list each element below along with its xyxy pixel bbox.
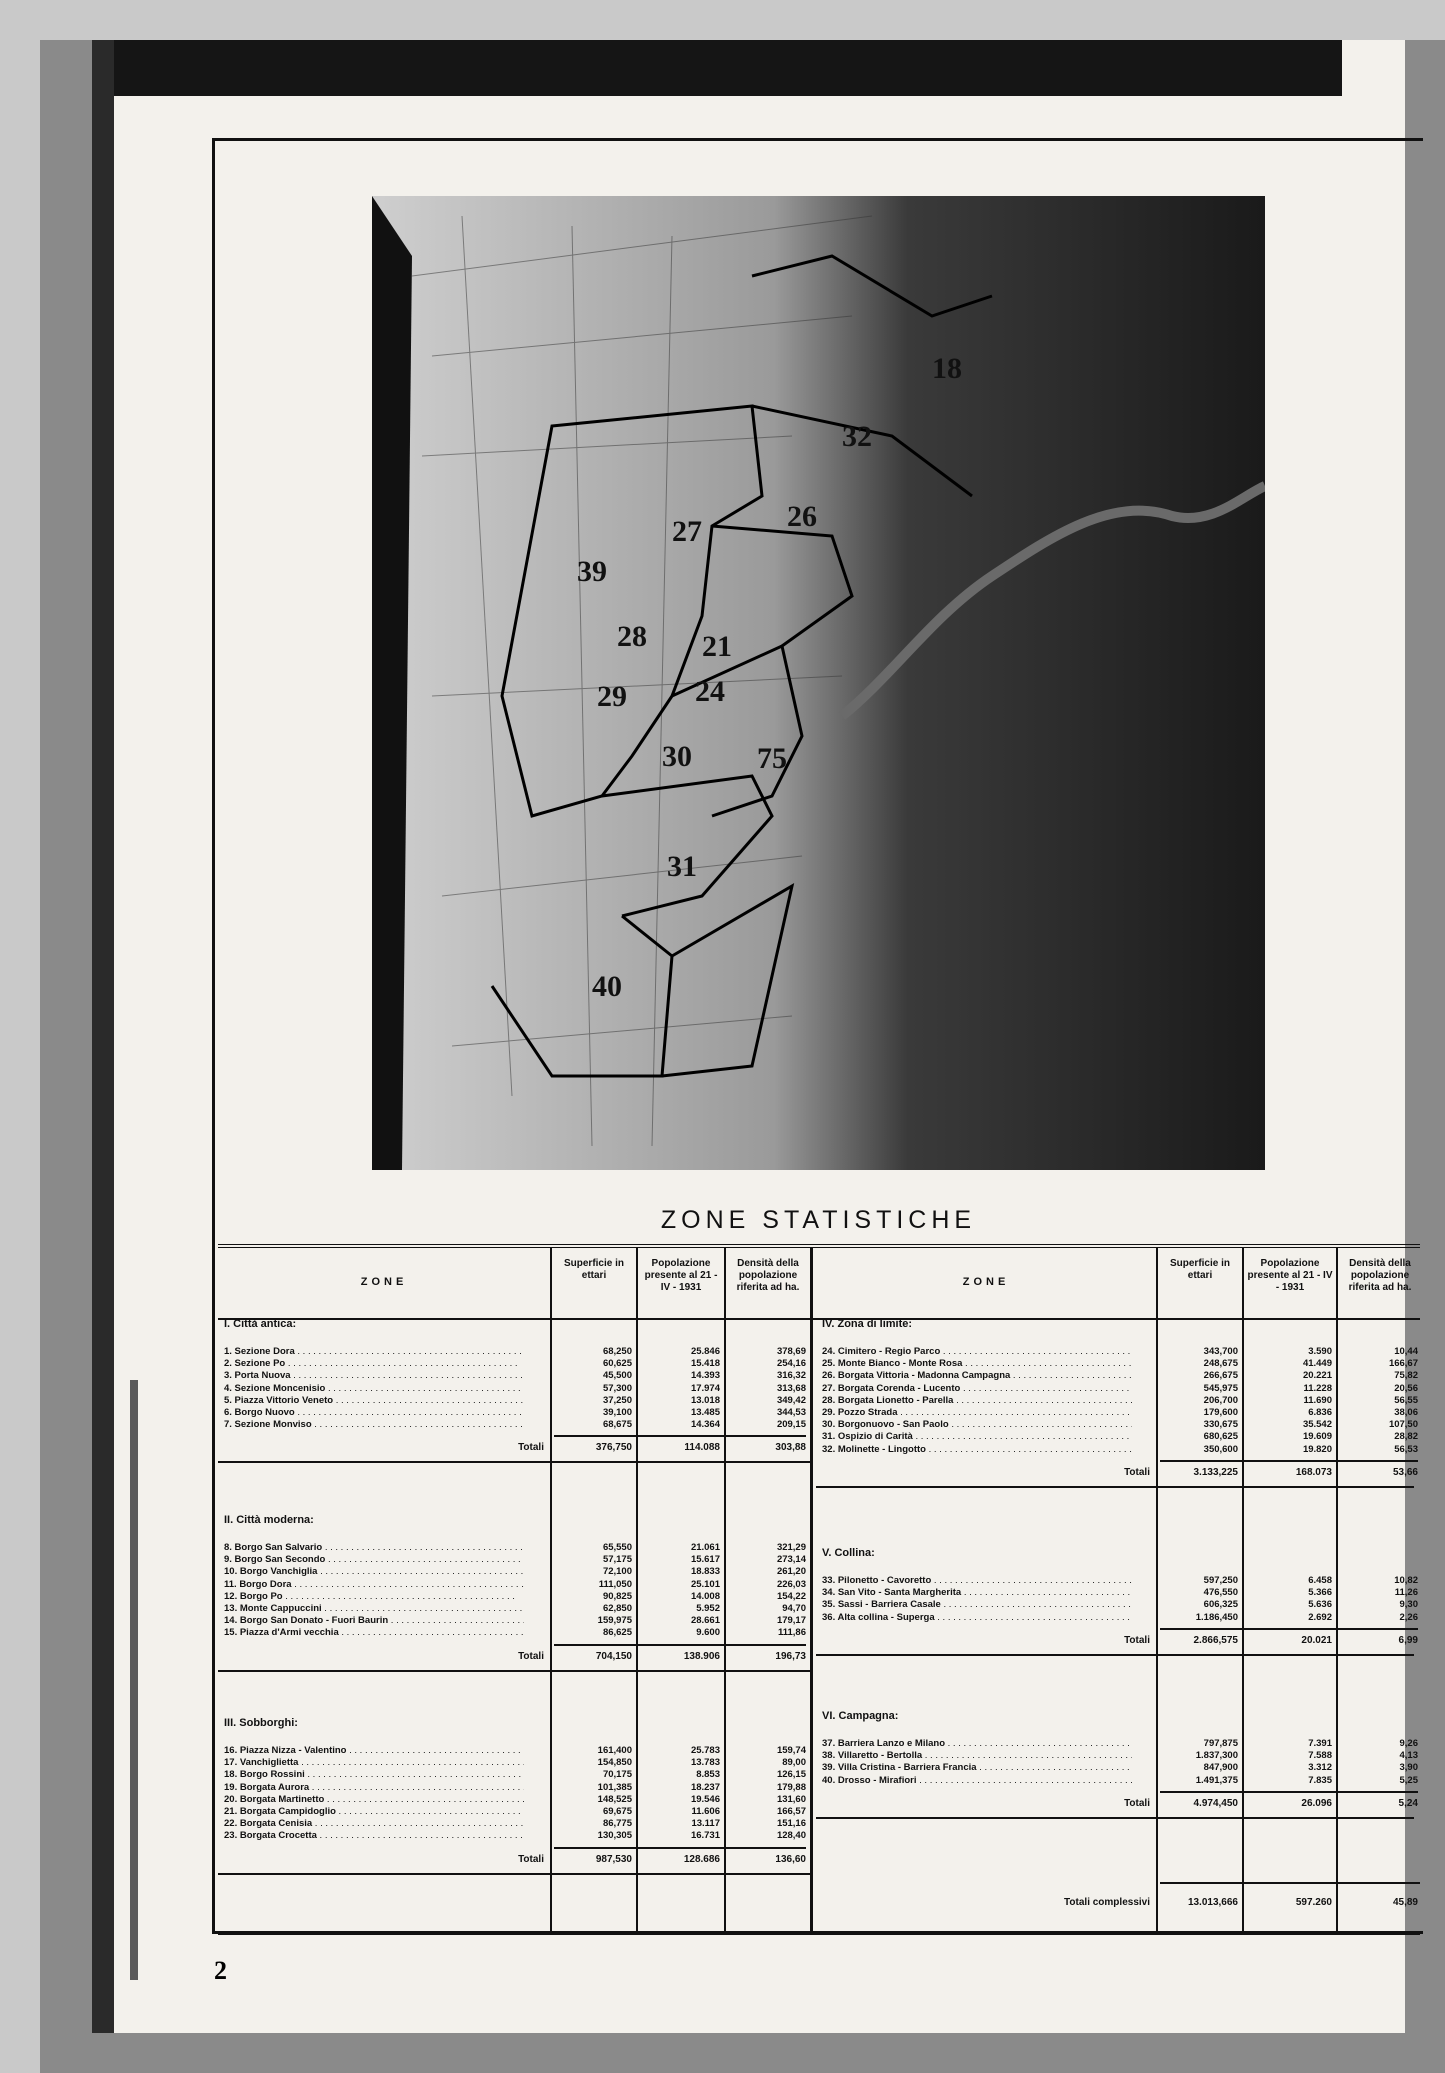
header-zone: ZONE — [962, 1276, 1010, 1288]
total-rule — [1160, 1628, 1418, 1630]
zone-name: 15. Piazza d'Armi vecchia . . . — [224, 1627, 524, 1639]
cell-dens: 378,69 — [776, 1346, 806, 1357]
cell-pop: 17.974 — [690, 1382, 720, 1394]
zone-name: 34. San Vito - Santa Margherita . . . — [822, 1587, 1132, 1599]
total-area: 2.866,575 — [1193, 1634, 1238, 1646]
cell-dens: 313,68 — [776, 1382, 806, 1394]
cell-pop: 28.661 — [690, 1615, 720, 1627]
cell-area: 86,625 — [602, 1627, 632, 1639]
zone-name: 3. Porta Nuova . . . — [224, 1370, 524, 1382]
table-row — [822, 1370, 1418, 1382]
zone-label: 39 — [577, 555, 607, 588]
table-row — [224, 1566, 806, 1578]
zone-name: 27. Borgata Corenda - Lucento . . . — [822, 1383, 1132, 1395]
cell-dens: 9,30 — [1399, 1599, 1418, 1611]
cell-dens: 226,03 — [776, 1578, 806, 1590]
zone-label: 18 — [932, 352, 962, 385]
zone-label: 26 — [787, 500, 817, 533]
map-ground — [372, 196, 1265, 1170]
total-row — [822, 1634, 1418, 1648]
table-row — [822, 1775, 1418, 1787]
zone-name: 12. Borgo Po . . . — [224, 1591, 524, 1603]
cell-dens: 10,44 — [1394, 1346, 1418, 1357]
zone-name: 1. Sezione Dora . . . — [224, 1346, 524, 1358]
cell-area: 161,400 — [597, 1745, 632, 1756]
table-row — [822, 1587, 1418, 1599]
cell-area: 86,775 — [602, 1818, 632, 1830]
cell-dens: 316,32 — [776, 1370, 806, 1382]
table-row — [224, 1370, 806, 1382]
cell-pop: 5.636 — [1308, 1599, 1332, 1611]
cell-pop: 6.458 — [1308, 1575, 1332, 1586]
table-row — [224, 1591, 806, 1603]
total-rule — [554, 1644, 806, 1646]
zone-name: 5. Piazza Vittorio Veneto . . . — [224, 1395, 524, 1407]
grand-total-rule — [1160, 1882, 1420, 1884]
cell-area: 476,550 — [1203, 1587, 1238, 1599]
zone-label: 30 — [662, 740, 692, 773]
table-row — [822, 1599, 1418, 1611]
section-rule — [816, 1817, 1414, 1819]
table-row — [224, 1358, 806, 1370]
cell-pop: 21.061 — [690, 1542, 720, 1553]
table-row — [224, 1579, 806, 1591]
table-row — [224, 1395, 806, 1407]
cell-pop: 6.836 — [1308, 1407, 1332, 1418]
cell-pop: 13.783 — [690, 1757, 720, 1769]
cell-dens: 4,13 — [1399, 1750, 1418, 1762]
cell-area: 111,050 — [598, 1578, 632, 1590]
cell-area: 154,850 — [597, 1757, 632, 1769]
group-title: III. Sobborghi: — [224, 1717, 298, 1729]
cell-dens: 10,82 — [1394, 1575, 1418, 1586]
zone-name: 36. Alta collina - Superga . . . — [822, 1612, 1132, 1624]
cell-dens: 9,26 — [1399, 1738, 1418, 1749]
total-rule — [554, 1435, 806, 1437]
total-row — [822, 1466, 1418, 1480]
cell-pop: 35.542 — [1302, 1419, 1332, 1431]
zone-name: 2. Sezione Po . . . — [224, 1358, 524, 1370]
total-dens: 136,60 — [775, 1853, 806, 1865]
zone-label: 27 — [672, 515, 702, 548]
cell-pop: 11.690 — [1303, 1394, 1332, 1406]
table-row — [224, 1782, 806, 1794]
table-row — [822, 1575, 1418, 1587]
cell-dens: 166,57 — [776, 1806, 806, 1817]
table-row — [224, 1757, 806, 1769]
zone-name: 20. Borgata Martinetto . . . — [224, 1794, 524, 1806]
cell-dens: 56,53 — [1394, 1443, 1418, 1455]
cell-pop: 7.391 — [1308, 1738, 1332, 1749]
grand-total-row — [822, 1896, 1418, 1910]
zone-name: 16. Piazza Nizza - Valentino . . . — [224, 1745, 524, 1757]
total-pop: 168.073 — [1295, 1466, 1332, 1478]
table-row — [822, 1419, 1418, 1431]
cell-area: 330,675 — [1203, 1419, 1238, 1431]
cell-dens: 126,15 — [776, 1769, 806, 1781]
section-rule — [218, 1873, 810, 1875]
cell-pop: 2.692 — [1308, 1611, 1332, 1623]
cell-area: 606,325 — [1203, 1599, 1238, 1611]
cell-pop: 16.731 — [690, 1830, 720, 1842]
zone-label: 21 — [702, 630, 732, 663]
zone-name: 26. Borgata Vittoria - Madonna Campagna . . . — [822, 1370, 1132, 1382]
cell-dens: 179,88 — [776, 1781, 806, 1793]
cell-pop: 19.820 — [1302, 1443, 1332, 1455]
total-dens: 303,88 — [775, 1442, 806, 1454]
zone-name: 13. Monte Cappuccini . . . — [224, 1603, 524, 1615]
total-rule — [554, 1847, 806, 1849]
cell-pop: 19.546 — [690, 1793, 720, 1805]
table-row — [224, 1806, 806, 1818]
table-row — [822, 1383, 1418, 1395]
table-row — [224, 1818, 806, 1830]
zone-map-svg — [372, 196, 1265, 1170]
header-density: Densità della popolazione riferita ad ha. — [1348, 1258, 1412, 1293]
zone-label: 31 — [667, 850, 697, 883]
zone-name: 21. Borgata Campidoglio . . . — [224, 1806, 524, 1818]
cell-pop: 8.853 — [696, 1769, 720, 1781]
header-zone: ZONE — [360, 1276, 408, 1288]
cell-area: 72,100 — [602, 1566, 632, 1578]
header-population: Popolazione presente al 21 - IV - 1931 — [1247, 1258, 1333, 1293]
cell-dens: 179,17 — [776, 1615, 806, 1627]
zone-name: 10. Borgo Vanchiglia . . . — [224, 1566, 524, 1578]
cell-dens: 94,70 — [782, 1603, 806, 1614]
cell-pop: 13.485 — [690, 1407, 720, 1418]
total-dens: 196,73 — [775, 1650, 806, 1662]
cell-dens: 166,67 — [1388, 1358, 1418, 1370]
table-row — [224, 1383, 806, 1395]
total-dens: 6,99 — [1398, 1634, 1418, 1646]
header-area: Superficie in ettari — [1169, 1258, 1230, 1281]
cell-pop: 19.609 — [1302, 1431, 1332, 1443]
cell-dens: 3,90 — [1399, 1762, 1418, 1774]
cell-area: 130,305 — [597, 1830, 632, 1842]
cell-area: 65,550 — [602, 1542, 632, 1553]
cell-dens: 273,14 — [776, 1554, 806, 1566]
zone-name: 23. Borgata Crocetta . . . — [224, 1830, 524, 1842]
cell-area: 1.837,300 — [1195, 1750, 1238, 1762]
cell-dens: 20,56 — [1394, 1382, 1418, 1394]
cell-dens: 261,20 — [776, 1566, 806, 1578]
cell-pop: 41.449 — [1302, 1358, 1332, 1370]
zone-name: 7. Sezione Monviso . . . — [224, 1419, 524, 1431]
cell-area: 179,600 — [1203, 1407, 1238, 1418]
zone-name: 6. Borgo Nuovo . . . — [224, 1407, 524, 1419]
zone-name: 4. Sezione Moncenisio . . . — [224, 1383, 524, 1395]
total-area: 987,530 — [595, 1853, 632, 1865]
cell-area: 37,250 — [602, 1394, 632, 1406]
cell-dens: 89,00 — [782, 1757, 806, 1769]
total-pop: 128.686 — [683, 1853, 720, 1865]
book-spine-shadow — [92, 40, 114, 2033]
total-rule — [1160, 1791, 1418, 1793]
zone-name: 29. Pozzo Strada . . . — [822, 1407, 1132, 1419]
cell-pop: 15.418 — [690, 1358, 720, 1370]
table-row — [224, 1603, 806, 1615]
cell-dens: 131,60 — [776, 1793, 806, 1805]
zone-name: 33. Pilonetto - Cavoretto . . . — [822, 1575, 1132, 1587]
header-density: Densità della popolazione riferita ad ha. — [736, 1258, 800, 1293]
zone-label: 32 — [842, 420, 872, 453]
cell-area: 266,675 — [1203, 1370, 1238, 1382]
total-pop: 26.096 — [1301, 1797, 1332, 1809]
cell-pop: 3.312 — [1308, 1762, 1332, 1774]
cell-area: 68,250 — [602, 1346, 632, 1357]
section-rule — [218, 1670, 810, 1672]
cell-pop: 18.237 — [690, 1781, 720, 1793]
zone-name: 11. Borgo Dora . . . — [224, 1579, 524, 1591]
zone-label: 28 — [617, 620, 647, 653]
cell-pop: 25.101 — [690, 1578, 720, 1590]
table-row — [822, 1612, 1418, 1624]
cell-area: 206,700 — [1203, 1394, 1238, 1406]
cell-area: 60,625 — [602, 1358, 632, 1370]
cell-dens: 111,86 — [777, 1627, 806, 1639]
cell-pop: 14.393 — [690, 1370, 720, 1382]
cell-pop: 7.835 — [1308, 1774, 1332, 1786]
total-pop: 20.021 — [1301, 1634, 1332, 1646]
cell-pop: 5.952 — [696, 1603, 720, 1614]
cell-area: 248,675 — [1203, 1358, 1238, 1370]
table-row — [224, 1769, 806, 1781]
total-label: Totali — [1124, 1634, 1150, 1646]
table-row — [224, 1542, 806, 1554]
cell-dens: 38,06 — [1394, 1407, 1418, 1418]
total-label: Totali — [518, 1650, 544, 1662]
zone-label: 29 — [597, 680, 627, 713]
center-divider — [810, 1248, 813, 1931]
table-row — [224, 1419, 806, 1431]
cell-area: 1.491,375 — [1195, 1774, 1238, 1786]
cell-area: 62,850 — [602, 1603, 632, 1614]
zone-name: 30. Borgonuovo - San Paolo . . . — [822, 1419, 1132, 1431]
cell-dens: 154,22 — [776, 1590, 806, 1602]
zone-label: 40 — [592, 970, 622, 1003]
total-rule — [1160, 1460, 1418, 1462]
cell-pop: 13.018 — [690, 1394, 720, 1406]
table-row — [224, 1745, 806, 1757]
cell-dens: 344,53 — [776, 1407, 806, 1418]
zone-name: 39. Villa Cristina - Barriera Francia . . . — [822, 1762, 1132, 1774]
zone-label: 24 — [695, 675, 725, 708]
total-area: 704,150 — [595, 1650, 632, 1662]
group-title: VI. Campagna: — [822, 1710, 899, 1722]
total-pop: 114.088 — [684, 1442, 720, 1454]
table-row — [822, 1358, 1418, 1370]
cell-dens: 159,74 — [776, 1745, 806, 1756]
cell-dens: 321,29 — [776, 1542, 806, 1553]
total-row — [224, 1853, 806, 1867]
header-population: Popolazione presente al 21 - IV - 1931 — [644, 1258, 718, 1293]
cell-dens: 5,25 — [1399, 1774, 1418, 1786]
zone-name: 32. Molinette - Lingotto . . . — [822, 1444, 1132, 1456]
zone-name: 14. Borgo San Donato - Fuori Baurin . . . — [224, 1615, 524, 1627]
grand-total-label: Totali complessivi — [1064, 1897, 1150, 1908]
total-pop: 138.906 — [683, 1650, 720, 1662]
zone-name: 9. Borgo San Secondo . . . — [224, 1554, 524, 1566]
table-row — [224, 1554, 806, 1566]
table-row — [224, 1346, 806, 1358]
table-row — [224, 1615, 806, 1627]
zone-label: 75 — [757, 742, 787, 775]
cell-pop: 20.221 — [1302, 1370, 1332, 1382]
total-row — [822, 1797, 1418, 1811]
cell-pop: 14.364 — [690, 1419, 720, 1431]
cell-area: 148,525 — [597, 1793, 632, 1805]
statistics-table — [218, 1244, 1420, 1935]
zone-name: 31. Ospizio di Carità . . . — [822, 1431, 1132, 1443]
grand-total-area: 13.013,666 — [1187, 1897, 1238, 1908]
cell-area: 597,250 — [1203, 1575, 1238, 1586]
book-spine-mark — [130, 1380, 138, 1980]
table-row — [822, 1431, 1418, 1443]
cell-area: 343,700 — [1203, 1346, 1238, 1357]
table-row — [822, 1346, 1418, 1358]
cell-dens: 209,15 — [776, 1419, 806, 1431]
page-number: 2 — [214, 1956, 227, 1985]
zone-name: 24. Cimitero - Regio Parco . . . — [822, 1346, 1132, 1358]
zone-name: 40. Drosso - Mirafiori . . . — [822, 1775, 1132, 1787]
cell-dens: 349,42 — [776, 1394, 806, 1406]
group-title: I. Città antica: — [224, 1318, 297, 1330]
group-title: V. Collina: — [822, 1547, 875, 1559]
group-title: II. Città moderna: — [224, 1514, 314, 1526]
cell-dens: 2,26 — [1399, 1611, 1418, 1623]
cell-pop: 9.600 — [696, 1627, 720, 1639]
zone-map-photo — [372, 196, 1265, 1170]
cell-pop: 11.606 — [691, 1806, 720, 1817]
cell-area: 350,600 — [1203, 1443, 1238, 1455]
table-row — [822, 1444, 1418, 1456]
cell-dens: 254,16 — [776, 1358, 806, 1370]
cell-pop: 18.833 — [690, 1566, 720, 1578]
cell-area: 680,625 — [1203, 1431, 1238, 1443]
cell-pop: 15.617 — [690, 1554, 720, 1566]
cell-area: 1.186,450 — [1195, 1611, 1238, 1623]
zone-name: 25. Monte Bianco - Monte Rosa . . . — [822, 1358, 1132, 1370]
zone-name: 17. Vanchiglietta . . . — [224, 1757, 524, 1769]
cell-pop: 13.117 — [691, 1818, 720, 1830]
table-row — [822, 1407, 1418, 1419]
cell-area: 101,385 — [597, 1781, 632, 1793]
grand-total-pop: 597.260 — [1295, 1897, 1332, 1908]
section-rule — [816, 1486, 1414, 1488]
total-dens: 5,24 — [1398, 1797, 1418, 1809]
grand-total-dens: 45,89 — [1392, 1897, 1418, 1908]
cell-area: 69,675 — [602, 1806, 632, 1817]
total-label: Totali — [1124, 1797, 1150, 1809]
total-label: Totali — [518, 1442, 544, 1454]
cell-area: 57,175 — [602, 1554, 632, 1566]
total-area: 376,750 — [595, 1442, 632, 1454]
cell-pop: 3.590 — [1308, 1346, 1332, 1357]
table-row — [822, 1750, 1418, 1762]
total-row — [224, 1650, 806, 1664]
section-rule — [816, 1654, 1414, 1656]
zone-name: 19. Borgata Aurora . . . — [224, 1782, 524, 1794]
cell-area: 90,825 — [602, 1590, 632, 1602]
section-rule — [218, 1461, 810, 1463]
cell-pop: 25.846 — [690, 1346, 720, 1357]
cell-area: 847,900 — [1203, 1762, 1238, 1774]
cell-area: 39,100 — [602, 1407, 632, 1418]
zone-name: 35. Sassi - Barriera Casale . . . — [822, 1599, 1132, 1611]
cell-dens: 151,16 — [776, 1818, 806, 1830]
total-label: Totali — [518, 1853, 544, 1865]
cell-area: 45,500 — [602, 1370, 632, 1382]
cell-area: 797,875 — [1203, 1738, 1238, 1749]
zone-name: 18. Borgo Rossini . . . — [224, 1769, 524, 1781]
zone-name: 38. Villaretto - Bertolla . . . — [822, 1750, 1132, 1762]
total-area: 3.133,225 — [1193, 1466, 1238, 1478]
zone-name: 28. Borgata Lionetto - Parella . . . — [822, 1395, 1132, 1407]
cell-area: 70,175 — [602, 1769, 632, 1781]
table-row — [224, 1627, 806, 1639]
cell-pop: 25.783 — [690, 1745, 720, 1756]
header-rule — [218, 1318, 1420, 1320]
cell-pop: 7.588 — [1308, 1750, 1332, 1762]
table-row — [822, 1395, 1418, 1407]
table-row — [224, 1830, 806, 1842]
cell-dens: 56,55 — [1394, 1394, 1418, 1406]
cell-area: 68,675 — [602, 1419, 632, 1431]
total-label: Totali — [1124, 1466, 1150, 1478]
total-dens: 53,66 — [1392, 1466, 1418, 1478]
header-area: Superficie in ettari — [563, 1258, 624, 1281]
cell-area: 57,300 — [602, 1382, 632, 1394]
scan-top-border — [92, 40, 1342, 96]
cell-area: 545,975 — [1203, 1382, 1238, 1394]
table-row — [224, 1407, 806, 1419]
zone-name: 37. Barriera Lanzo e Milano . . . — [822, 1738, 1132, 1750]
table-row — [224, 1794, 806, 1806]
group-title: IV. Zona di limite: — [822, 1318, 913, 1330]
table-row — [822, 1738, 1418, 1750]
total-area: 4.974,450 — [1193, 1797, 1238, 1809]
cell-pop: 11.228 — [1303, 1382, 1332, 1394]
page-title: ZONE STATISTICHE — [660, 1206, 977, 1234]
zone-name: 22. Borgata Cenisia . . . — [224, 1818, 524, 1830]
cell-pop: 14.008 — [690, 1590, 720, 1602]
cell-pop: 5.366 — [1308, 1587, 1332, 1599]
cell-dens: 107,50 — [1388, 1419, 1418, 1431]
cell-dens: 128,40 — [776, 1830, 806, 1842]
zone-name: 8. Borgo San Salvario . . . — [224, 1542, 524, 1554]
cell-dens: 11,26 — [1394, 1587, 1418, 1599]
cell-dens: 75,82 — [1394, 1370, 1418, 1382]
total-row — [224, 1441, 806, 1455]
table-row — [822, 1762, 1418, 1774]
cell-area: 159,975 — [597, 1615, 632, 1627]
cell-dens: 28,82 — [1394, 1431, 1418, 1443]
